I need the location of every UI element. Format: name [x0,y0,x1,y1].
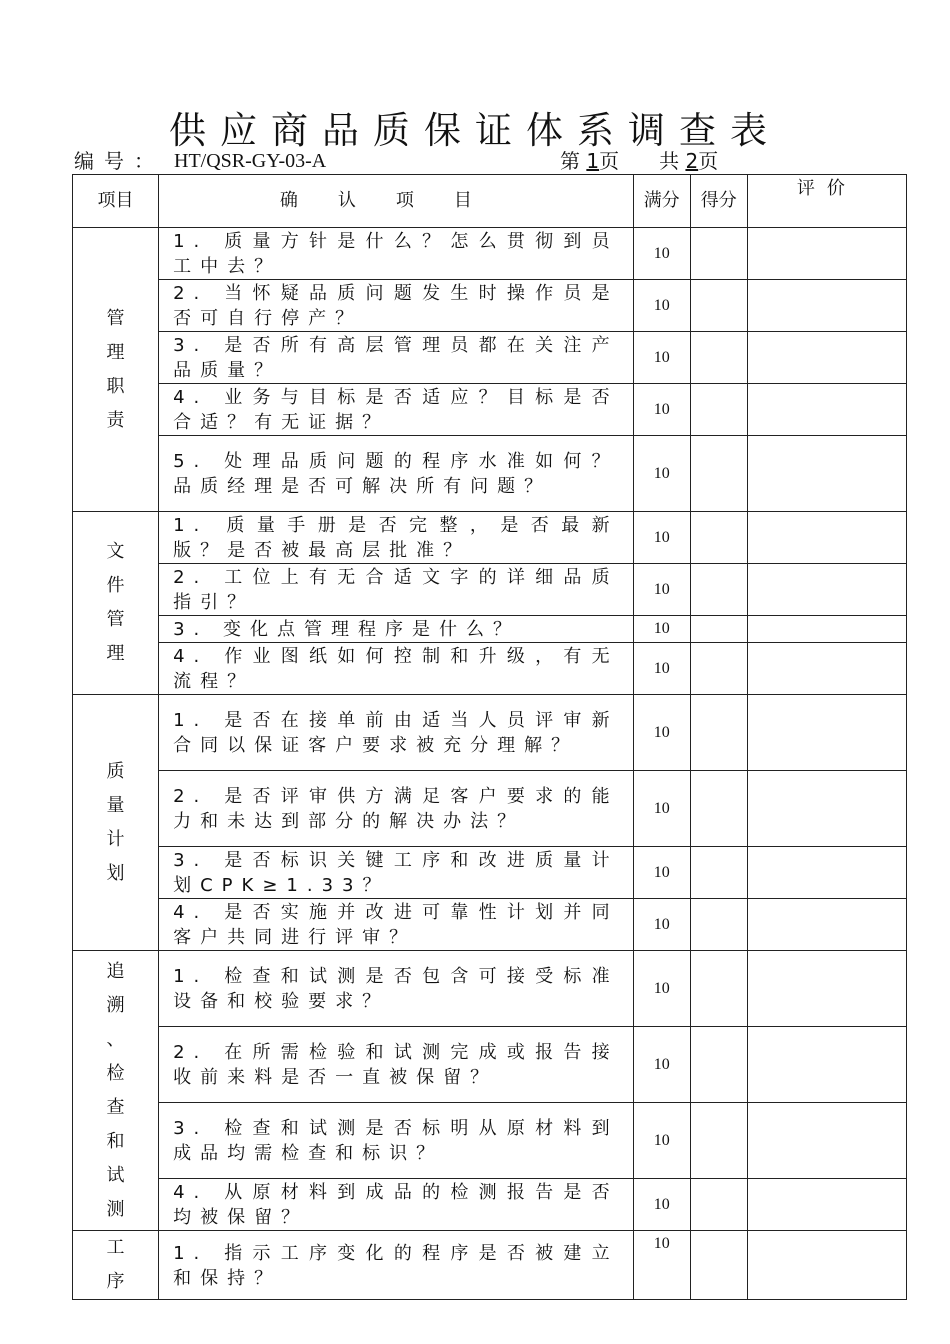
score-cell[interactable] [690,228,747,280]
full-score-cell: 10 [633,899,690,951]
item-text: 2. 工位上有无合适文字的详细品质指引？ [159,564,634,616]
table-row [73,695,907,771]
score-cell[interactable] [690,771,747,847]
table-row [73,616,907,643]
score-cell[interactable] [690,512,747,564]
full-score-cell: 10 [633,695,690,771]
table-row [73,228,907,280]
full-score-cell: 10 [633,1027,690,1103]
score-cell[interactable] [690,643,747,695]
score-cell[interactable] [690,1103,747,1179]
evaluation-cell[interactable] [747,436,906,512]
header-row [73,175,907,228]
full-score-cell: 10 [633,1179,690,1231]
evaluation-cell[interactable] [747,332,906,384]
table-row [73,280,907,332]
table-row [73,951,907,1027]
evaluation-cell[interactable] [747,951,906,1027]
table-row [73,1179,907,1231]
item-text: 4. 作业图纸如何控制和升级，有无流程？ [159,643,634,695]
item-text: 4. 是否实施并改进可靠性计划并同客户共同进行评审？ [159,899,634,951]
item-text: 4. 业务与目标是否适应？目标是否合适？有无证据？ [159,384,634,436]
score-cell[interactable] [690,1179,747,1231]
item-text: 1. 是否在接单前由适当人员评审新合同以保证客户要求被充分理解？ [159,695,634,771]
evaluation-cell[interactable] [747,384,906,436]
evaluation-cell[interactable] [747,1179,906,1231]
full-score-cell: 10 [633,228,690,280]
evaluation-cell[interactable] [747,280,906,332]
table-row [73,564,907,616]
item-text: 2. 在所需检验和试测完成或报告接收前来料是否一直被保留？ [159,1027,634,1103]
item-text: 4. 从原材料到成品的检测报告是否均被保留？ [159,1179,634,1231]
full-score-cell: 10 [633,951,690,1027]
score-cell[interactable] [690,436,747,512]
code-value: HT/QSR-GY-03-A [174,150,327,172]
score-cell[interactable] [690,899,747,951]
evaluation-cell[interactable] [747,1027,906,1103]
score-cell[interactable] [690,695,747,771]
full-score-cell: 10 [633,643,690,695]
item-text: 5. 处理品质问题的程序水准如何？品质经理是否可解决所有问题？ [159,436,634,512]
item-text: 3. 变化点管理程序是什么？ [159,616,634,643]
section-category: 质 量 计 划 [73,695,159,951]
item-text: 2. 当怀疑品质问题发生时操作员是否可自行停产？ [159,280,634,332]
table-row [73,1027,907,1103]
full-score-cell: 10 [633,1103,690,1179]
evaluation-cell[interactable] [747,1231,906,1300]
header-full-score: 满分 [633,175,690,228]
item-text: 1. 质量方针是什么？怎么贯彻到员工中去？ [159,228,634,280]
header-item: 确认项目 [159,175,634,228]
evaluation-cell[interactable] [747,564,906,616]
full-score-cell: 10 [633,616,690,643]
evaluation-cell[interactable] [747,771,906,847]
table-row [73,512,907,564]
score-cell[interactable] [690,384,747,436]
score-cell[interactable] [690,1027,747,1103]
header-category: 项目 [73,175,159,228]
full-score-cell: 10 [633,280,690,332]
header-evaluation: 评价 [747,175,906,228]
item-text: 3. 检查和试测是否标明从原材料到成品均需检查和标识？ [159,1103,634,1179]
code-label: 编号： [74,149,164,173]
item-text: 3. 是否标识关键工序和改进质量计划CPK≥1.33？ [159,847,634,899]
page-total: 2 [685,149,699,173]
full-score-cell: 10 [633,332,690,384]
table-row [73,384,907,436]
evaluation-cell[interactable] [747,899,906,951]
item-text: 2. 是否评审供方满足客户要求的能力和未达到部分的解决办法？ [159,771,634,847]
evaluation-cell[interactable] [747,1103,906,1179]
score-cell[interactable] [690,847,747,899]
item-text: 1. 指示工序变化的程序是否被建立和保持？ [159,1231,634,1300]
evaluation-cell[interactable] [747,228,906,280]
table-row [73,332,907,384]
table-row [73,1103,907,1179]
page-current: 1 [586,149,600,173]
page-info [560,148,718,174]
full-score-cell: 10 [633,512,690,564]
score-cell[interactable] [690,564,747,616]
full-score-cell: 10 [633,1231,690,1300]
full-score-cell: 10 [633,847,690,899]
table-row [73,1231,907,1300]
full-score-cell: 10 [633,384,690,436]
item-text: 1. 检查和试测是否包含可接受标准设备和校验要求？ [159,951,634,1027]
evaluation-cell[interactable] [747,616,906,643]
survey-table [72,174,907,1300]
evaluation-cell[interactable] [747,643,906,695]
evaluation-cell[interactable] [747,847,906,899]
section-category: 管 理 职 责 [73,228,159,512]
table-row [73,771,907,847]
table-row [73,847,907,899]
full-score-cell: 10 [633,436,690,512]
full-score-cell: 10 [633,771,690,847]
table-row [73,436,907,512]
section-category: 工 序 [73,1231,159,1300]
page-mid: 页 共 [599,149,680,173]
item-text: 1. 质量手册是否完整，是否最新版？是否被最高层批准？ [159,512,634,564]
evaluation-cell[interactable] [747,512,906,564]
header-score: 得分 [690,175,747,228]
item-text: 3. 是否所有高层管理员都在关注产品质量？ [159,332,634,384]
score-cell[interactable] [690,1231,747,1300]
section-category: 文 件 管 理 [73,512,159,695]
score-cell[interactable] [690,951,747,1027]
table-row [73,899,907,951]
document-title: 供应商品质保证体系调查表 [169,109,781,152]
score-cell[interactable] [690,332,747,384]
full-score-cell: 10 [633,564,690,616]
score-cell[interactable] [690,616,747,643]
evaluation-cell[interactable] [747,695,906,771]
score-cell[interactable] [690,280,747,332]
page-suffix: 页 [698,149,719,173]
page-prefix: 第 [560,149,580,173]
table-row [73,643,907,695]
section-category: 追 溯 、 检 查 和 试 测 [73,951,159,1231]
